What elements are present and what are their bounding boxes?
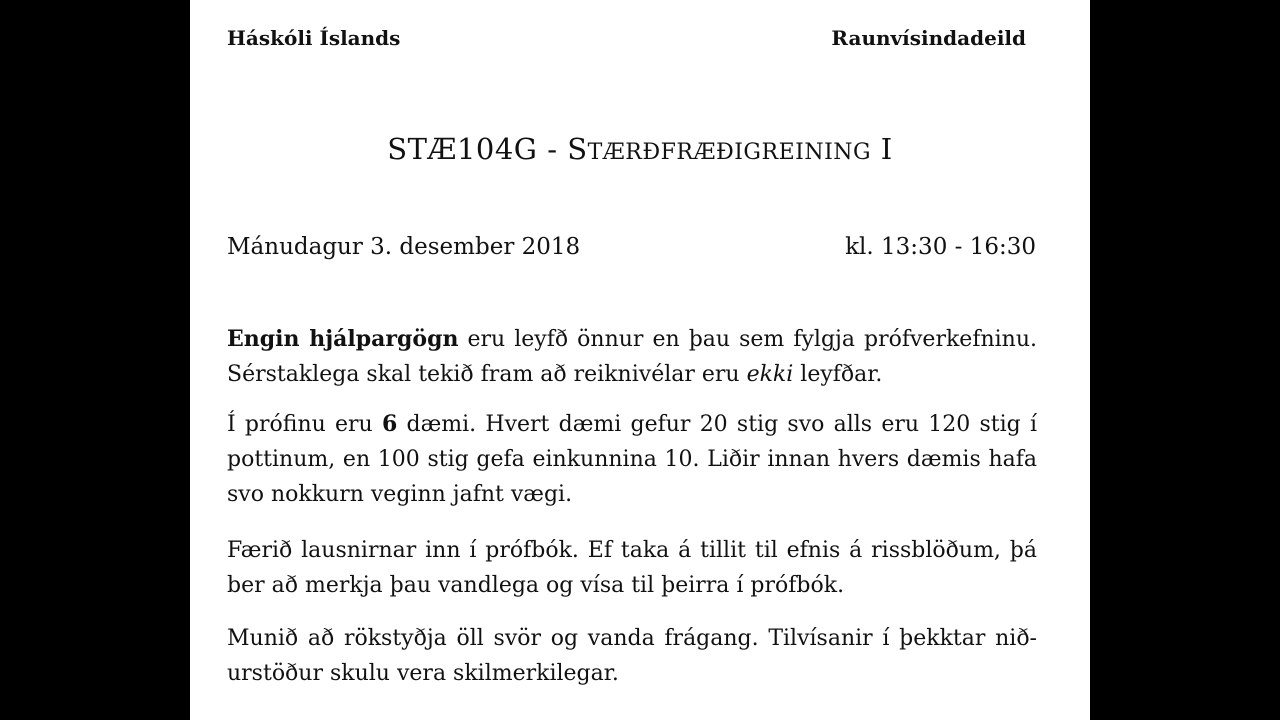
points-line-1-end: dæmi. Hvert dæmi gefur 20 stig svo alls eru 120 stig í — [397, 412, 1038, 437]
aids-line-2-start: Sérstaklega skal tekið fram að reiknivélar eru — [227, 362, 747, 387]
instructions-answers-paragraph — [227, 533, 1037, 603]
paragraph-line: Færið lausnirnar inn í prófbók. Ef taka á tillit til efnis á rissblöðum, þá — [227, 538, 1037, 563]
exam-date: Mánudagur 3. desember 2018 — [227, 234, 581, 260]
aids-line-2-end: leyfðar. — [793, 362, 883, 387]
university-name: Háskóli Íslands — [227, 26, 401, 50]
aids-line-1-rest: eru leyfð önnur en þau sem fylgja prófverkefninu. — [458, 327, 1037, 352]
page-header — [227, 26, 1026, 52]
exam-time: kl. 13:30 - 16:30 — [845, 234, 1036, 260]
paragraph-line — [227, 322, 1037, 357]
department-name: Raunvísindadeild — [831, 26, 1026, 50]
paragraph-line: Munið að rökstyðja öll svör og vanda frágang. Tilvísanir í þekktar nið- — [227, 626, 1037, 651]
paragraph-line: pottinum, en 100 stig gefa einkunnina 10. Liðir innan hvers dæmis hafa — [227, 447, 1037, 472]
paragraph-line: svo nokkurn veginn jafnt vægi. — [227, 482, 573, 507]
instructions-justify-paragraph — [227, 621, 1037, 691]
exam-date-row — [227, 234, 1036, 260]
paragraph-line — [227, 407, 1037, 442]
aids-italic-word: ekki — [746, 362, 794, 387]
paragraph-line — [227, 357, 1037, 392]
paragraph-line: ber að merkja þau vandlega og vísa til þeirra í prófbók. — [227, 573, 845, 598]
title-separator: - — [537, 132, 568, 166]
course-name-initial: S — [567, 132, 588, 166]
course-numeral: I — [871, 132, 893, 166]
aids-bold-phrase: Engin hjálpargögn — [227, 326, 459, 352]
points-line-1-start: Í prófinu eru — [227, 412, 382, 437]
problem-count: 6 — [381, 411, 398, 437]
instructions-aids-paragraph — [227, 322, 1037, 392]
course-code: STÆ104G — [387, 132, 538, 166]
exam-cover-page — [190, 0, 1090, 720]
course-title — [190, 132, 1090, 166]
instructions-points-paragraph — [227, 407, 1037, 512]
course-name-rest: TÆRÐFRÆÐIGREINING — [587, 140, 872, 165]
paragraph-line: urstöður skulu vera skilmerkilegar. — [227, 661, 619, 686]
